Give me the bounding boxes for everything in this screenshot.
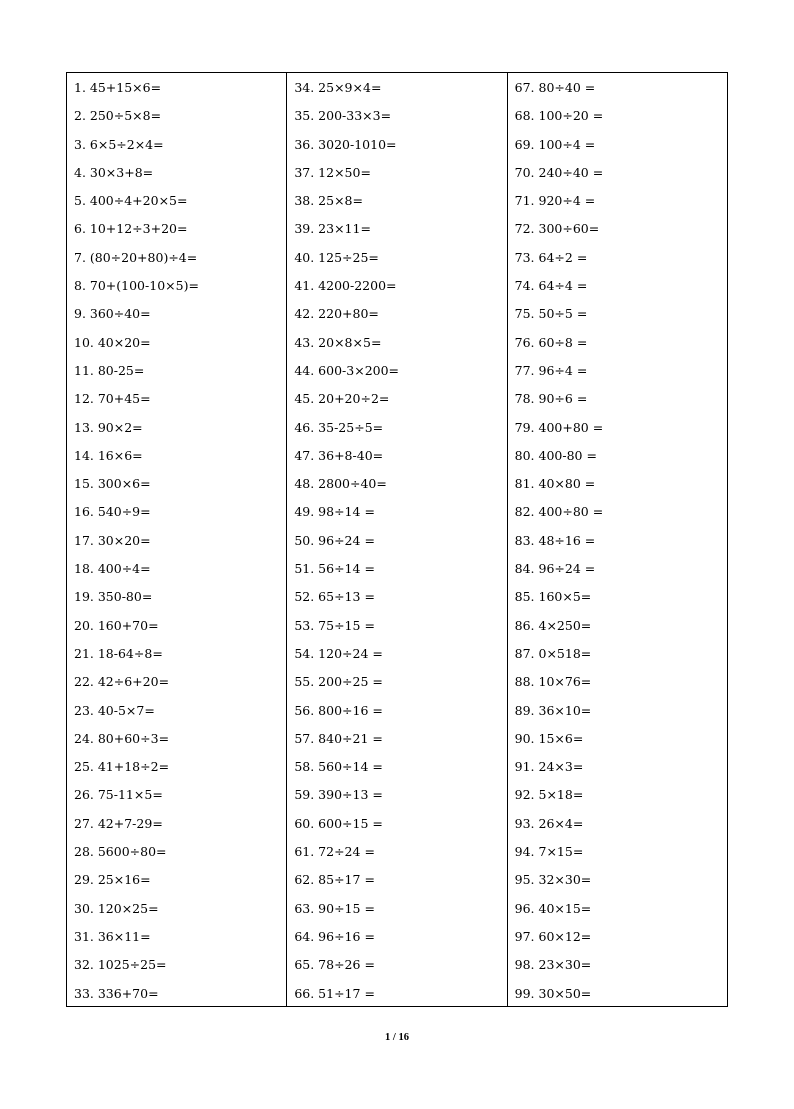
- problem-item: 43. 20×8×5=: [294, 334, 382, 350]
- problem-item: 84. 96÷24 =: [514, 561, 596, 577]
- problem-item: 81. 40×80 =: [514, 476, 596, 492]
- problem-item: 24. 80+60÷3=: [74, 730, 170, 746]
- problem-item: 46. 35-25÷5=: [294, 419, 384, 435]
- problem-item: 85. 160×5=: [514, 589, 592, 605]
- problem-item: 8. 70+(100-10×5)=: [74, 278, 199, 294]
- problem-item: 51. 56÷14 =: [294, 561, 375, 577]
- problem-item: 48. 2800÷40=: [294, 476, 387, 492]
- problem-item: 90. 15×6=: [514, 730, 584, 746]
- problem-item: 71. 920÷4 =: [514, 193, 596, 209]
- problem-item: 41. 4200-2200=: [294, 278, 397, 294]
- problem-item: 15. 300×6=: [74, 476, 151, 492]
- problem-item: 49. 98÷14 =: [294, 504, 375, 520]
- problem-item: 19. 350-80=: [74, 589, 153, 605]
- problem-item: 54. 120÷24 =: [294, 645, 383, 661]
- problem-item: 22. 42÷6+20=: [74, 674, 170, 690]
- problem-item: 23. 40-5×7=: [74, 702, 155, 718]
- problem-item: 7. (80÷20+80)÷4=: [74, 249, 198, 265]
- problem-item: 95. 32×30=: [514, 872, 592, 888]
- problem-item: 14. 16×6=: [74, 447, 143, 463]
- problem-item: 63. 90÷15 =: [294, 900, 375, 916]
- problem-item: 37. 12×50=: [294, 164, 371, 180]
- problem-column-1: [67, 73, 286, 1006]
- problem-item: 27. 42+7-29=: [74, 815, 163, 831]
- problem-column-2: [286, 73, 506, 1006]
- problem-item: 53. 75÷15 =: [294, 617, 375, 633]
- problem-item: 31. 36×11=: [74, 928, 151, 944]
- problem-item: 78. 90÷6 =: [514, 391, 588, 407]
- problem-item: 32. 1025÷25=: [74, 957, 167, 973]
- problem-item: 47. 36+8-40=: [294, 447, 384, 463]
- problem-item: 55. 200÷25 =: [294, 674, 383, 690]
- problem-item: 87. 0×518=: [514, 645, 592, 661]
- problem-item: 99. 30×50=: [514, 985, 592, 1001]
- problem-item: 74. 64÷4 =: [514, 278, 588, 294]
- problem-item: 38. 25×8=: [294, 193, 363, 209]
- problem-item: 82. 400÷80 =: [514, 504, 604, 520]
- problem-item: 9. 360÷40=: [74, 306, 151, 322]
- problem-item: 13. 90×2=: [74, 419, 143, 435]
- problem-item: 18. 400÷4=: [74, 561, 151, 577]
- problem-item: 80. 400-80 =: [514, 447, 597, 463]
- page-number: 1 / 16: [385, 1032, 409, 1043]
- problem-column-3: [507, 73, 727, 1006]
- problem-item: 28. 5600÷80=: [74, 844, 167, 860]
- worksheet-table: [66, 72, 728, 1007]
- problem-item: 83. 48÷16 =: [514, 532, 596, 548]
- problem-item: 35. 200-33×3=: [294, 108, 392, 124]
- problem-item: 39. 23×11=: [294, 221, 371, 237]
- problem-item: 4. 30×3+8=: [74, 164, 154, 180]
- problem-item: 6. 10+12÷3+20=: [74, 221, 188, 237]
- problem-item: 40. 125÷25=: [294, 249, 379, 265]
- problem-item: 29. 25×16=: [74, 872, 151, 888]
- problem-item: 56. 800÷16 =: [294, 702, 383, 718]
- problem-item: 26. 75-11×5=: [74, 787, 163, 803]
- problem-item: 25. 41+18÷2=: [74, 759, 170, 775]
- problem-item: 72. 300÷60=: [514, 221, 600, 237]
- problem-item: 65. 78÷26 =: [294, 957, 375, 973]
- problem-item: 60. 600÷15 =: [294, 815, 383, 831]
- problem-item: 44. 600-3×200=: [294, 362, 400, 378]
- problem-item: 97. 60×12=: [514, 928, 592, 944]
- problem-item: 16. 540÷9=: [74, 504, 151, 520]
- problem-item: 59. 390÷13 =: [294, 787, 383, 803]
- problem-item: 3. 6×5÷2×4=: [74, 136, 164, 152]
- problem-item: 36. 3020-1010=: [294, 136, 397, 152]
- problem-item: 33. 336+70=: [74, 985, 159, 1001]
- problem-item: 89. 36×10=: [514, 702, 592, 718]
- problem-item: 61. 72÷24 =: [294, 844, 375, 860]
- problem-item: 34. 25×9×4=: [294, 80, 382, 95]
- problem-item: 79. 400+80 =: [514, 419, 604, 435]
- problem-item: 58. 560÷14 =: [294, 759, 383, 775]
- problem-item: 10. 40×20=: [74, 334, 151, 350]
- problem-item: 21. 18-64÷8=: [74, 645, 163, 661]
- problem-item: 5. 400÷4+20×5=: [74, 193, 188, 209]
- problem-item: 12. 70+45=: [74, 391, 151, 407]
- problem-item: 42. 220+80=: [294, 306, 379, 322]
- problem-item: 17. 30×20=: [74, 532, 151, 548]
- problem-item: 69. 100÷4 =: [514, 136, 596, 152]
- problem-item: 52. 65÷13 =: [294, 589, 375, 605]
- problem-item: 88. 10×76=: [514, 674, 592, 690]
- problem-item: 45. 20+20÷2=: [294, 391, 390, 407]
- problem-item: 62. 85÷17 =: [294, 872, 375, 888]
- problem-item: 93. 26×4=: [514, 815, 584, 831]
- problem-item: 94. 7×15=: [514, 844, 584, 860]
- problem-item: 66. 51÷17 =: [294, 985, 375, 1001]
- problem-item: 11. 80-25=: [74, 362, 145, 378]
- problem-item: 86. 4×250=: [514, 617, 592, 633]
- problem-item: 50. 96÷24 =: [294, 532, 375, 548]
- problem-item: 67. 80÷40 =: [514, 80, 596, 95]
- problem-item: 76. 60÷8 =: [514, 334, 588, 350]
- problem-item: 57. 840÷21 =: [294, 730, 383, 746]
- problem-item: 77. 96÷4 =: [514, 362, 588, 378]
- problem-item: 70. 240÷40 =: [514, 164, 604, 180]
- problem-item: 75. 50÷5 =: [514, 306, 588, 322]
- problem-item: 98. 23×30=: [514, 957, 592, 973]
- problem-item: 2. 250÷5×8=: [74, 108, 162, 124]
- problem-item: 91. 24×3=: [514, 759, 584, 775]
- problem-item: 96. 40×15=: [514, 900, 592, 916]
- problem-item: 30. 120×25=: [74, 900, 159, 916]
- problem-item: 92. 5×18=: [514, 787, 584, 803]
- problem-item: 68. 100÷20 =: [514, 108, 604, 124]
- problem-item: 64. 96÷16 =: [294, 928, 375, 944]
- problem-item: 73. 64÷2 =: [514, 249, 588, 265]
- problem-item: 20. 160+70=: [74, 617, 159, 633]
- problem-item: 1. 45+15×6=: [74, 80, 162, 95]
